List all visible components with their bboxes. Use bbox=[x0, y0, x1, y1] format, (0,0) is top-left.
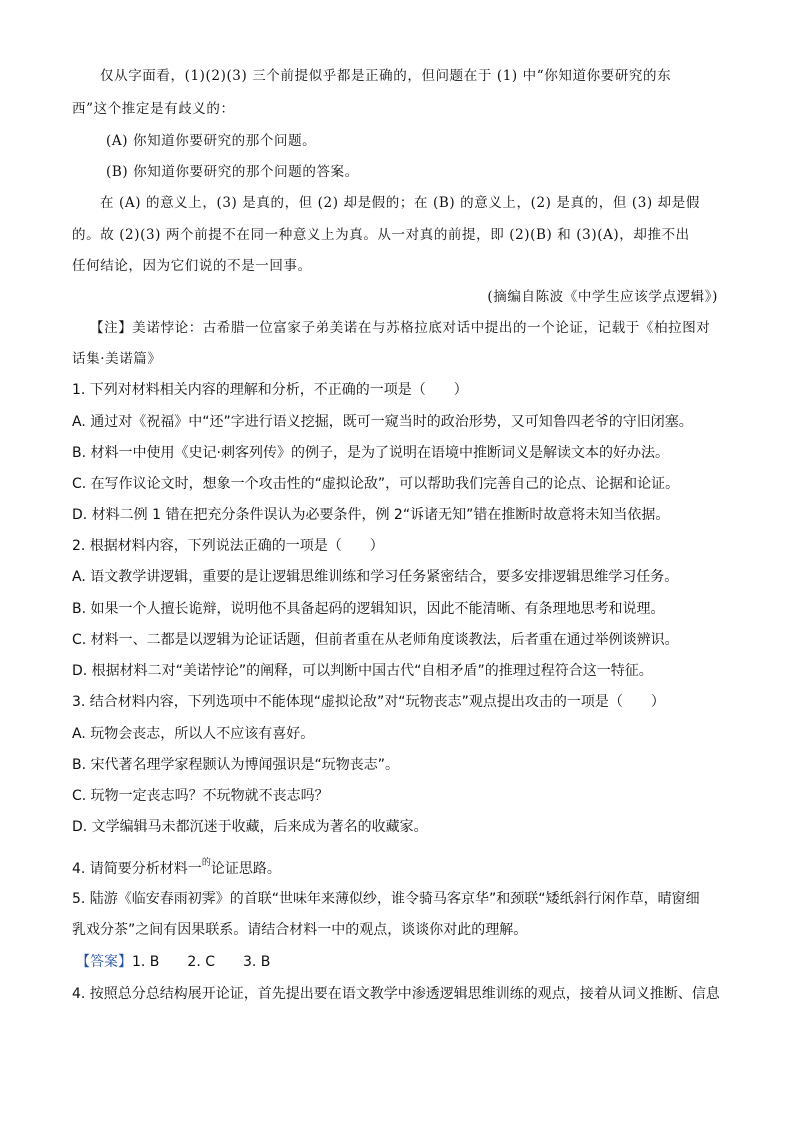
question-2-option-b: B. 如果一个人擅长诡辩，说明他不具备起码的逻辑知识，因此不能清晰、有条理地思考和说理。 bbox=[72, 601, 665, 617]
material-paragraph-2-line-3: 任何结论，因为它们说的不是一回事。 bbox=[72, 258, 312, 274]
question-3-option-c: C. 玩物一定丧志吗？不玩物就不丧志吗？ bbox=[72, 788, 329, 804]
answer-4-line-1: 4. 按照总分总结构展开论证，首先提出要在语文教学中渗透逻辑思维训练的观点，接着从词义推断、信息 bbox=[72, 986, 720, 1002]
question-1-option-a: A. 通过对《祝福》中“还”字进行语义挖掘，既可一窥当时的政治形势，又可知鲁四老爷的守旧闭塞。 bbox=[72, 414, 693, 430]
question-3-option-a: A. 玩物会丧志，所以人不应该有喜好。 bbox=[72, 726, 315, 742]
answer-label: 【答案】 bbox=[76, 954, 132, 970]
material-paragraph-2-line-1: 在 (A) 的意义上，(3) 是真的，但 (2) 却是假的；在 (B) 的意义上，(2) 是真的，但 (3) 却是假 bbox=[100, 195, 700, 211]
material-source: (摘编自陈波《中学生应该学点逻辑》) bbox=[487, 289, 718, 305]
question-1-option-b: B. 材料一中使用《史记·刺客列传》的例子，是为了说明在语境中推断词义是解读文本的好办法。 bbox=[72, 445, 669, 461]
question-2-option-d: D. 根据材料二对“美诺悖论”的阐释，可以判断中国古代“自相矛盾”的推理过程符合这一特征。 bbox=[72, 663, 653, 679]
question-3: 3. 结合材料内容，下列选项中不能体现“虚拟论敌”对“玩物丧志”观点提出攻击的一项是（ ） bbox=[72, 694, 665, 710]
question-5-line-1: 5. 陆游《临安春雨初霁》的首联“世味年来薄似纱，谁令骑马客京华”和颈联“矮纸斜行闲作草，晴窗细 bbox=[72, 891, 700, 907]
question-1: 1. 下列对材料相关内容的理解和分析，不正确的一项是（ ） bbox=[72, 382, 468, 398]
question-2-option-c: C. 材料一、二都是以逻辑为论证话题，但前者重在从老师角度谈教法，后者重在通过举例谈辨识。 bbox=[72, 632, 679, 648]
question-1-option-c: C. 在写作议论文时，想象一个攻击性的“虚拟论敌”，可以帮助我们完善自己的论点、论据和论证。 bbox=[72, 476, 680, 492]
answer-choices: 1. B 2. C 3. B bbox=[132, 954, 271, 970]
answer-summary bbox=[76, 952, 726, 972]
material-note-line-2: 话集·美诺篇》 bbox=[72, 351, 162, 367]
material-option-b: (B) 你知道你要研究的那个问题的答案。 bbox=[106, 164, 359, 180]
question-3-option-b: B. 宋代著名理学家程颢认为博闻强识是“玩物丧志”。 bbox=[72, 757, 400, 773]
question-2-option-a: A. 语文教学讲逻辑，重要的是让逻辑思维训练和学习任务紧密结合，要多安排逻辑思维学习任务。 bbox=[72, 569, 679, 585]
material-paragraph-2-line-2: 的。故 (2)(3) 两个前提不在同一种意义上为真。从一对真的前提，即 (2)(B) 和 (3)(A)，却推不出 bbox=[72, 227, 690, 243]
question-5-line-2: 乳戏分茶”之间有因果联系。请结合材料一中的观点，谈谈你对此的理解。 bbox=[72, 922, 528, 938]
question-1-option-d: D. 材料二例 1 错在把充分条件误认为必要条件，例 2“诉诸无知”错在推断时故意将未知当依据。 bbox=[72, 507, 670, 523]
question-4-text-b: 论证思路。 bbox=[210, 861, 281, 877]
question-4 bbox=[72, 853, 722, 879]
question-2: 2. 根据材料内容，下列说法正确的一项是（ ） bbox=[72, 538, 384, 554]
question-4-superscript: 的 bbox=[201, 858, 211, 868]
question-3-option-d: D. 文学编辑马未都沉迷于收藏，后来成为著名的收藏家。 bbox=[72, 819, 428, 835]
question-4-text-a: 4. 请简要分析材料一 bbox=[72, 861, 202, 877]
material-paragraph-1-line-1: 仅从字面看，(1)(2)(3) 三个前提似乎都是正确的，但问题在于 (1) 中“你知道你要研究的东 bbox=[100, 68, 672, 84]
material-paragraph-1-line-2: 西”这个推定是有歧义的： bbox=[72, 101, 235, 117]
material-option-a: (A) 你知道你要研究的那个问题。 bbox=[106, 133, 317, 149]
material-note-line-1: 【注】美诺悖论：古希腊一位富家子弟美诺在与苏格拉底对话中提出的一个论证，记载于《柏拉图对 bbox=[90, 320, 711, 336]
